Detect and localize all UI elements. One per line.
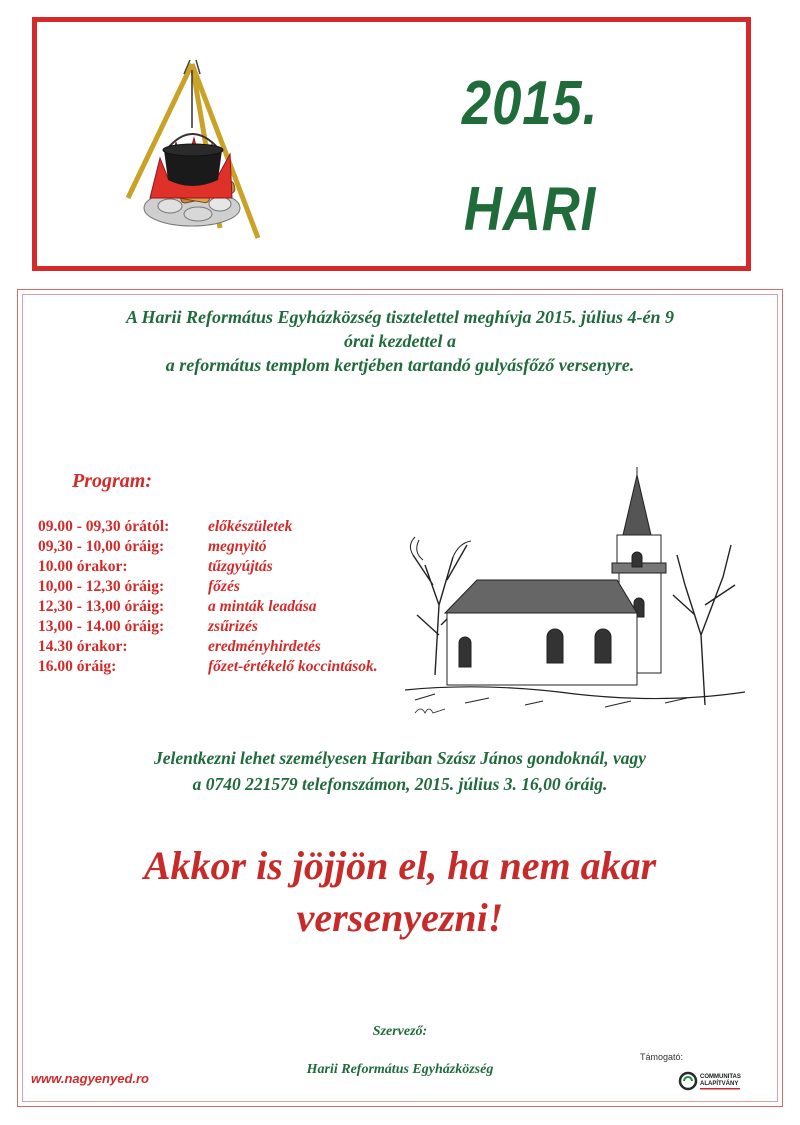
- invitation-text: [40, 305, 760, 377]
- program-time: 09.00 - 09,30 órától:: [38, 518, 170, 535]
- cauldron-icon: [120, 58, 265, 240]
- program-activity: megnyitó: [208, 538, 267, 555]
- cta-line-2: versenyezni!: [296, 895, 504, 940]
- title-place: HARI: [463, 175, 597, 244]
- program-row: [38, 577, 418, 597]
- program-row: [38, 557, 418, 577]
- program-time: 10,00 - 12,30 óráig:: [38, 578, 165, 595]
- sponsor-logo-line-2: ALAPÍTVÁNY: [700, 1081, 739, 1087]
- website-link[interactable]: www.nagyenyed.ro: [31, 1071, 149, 1086]
- contact-text: [40, 745, 760, 797]
- program-time: 14.30 órakor:: [38, 638, 128, 655]
- organizer-label: Szervező:: [372, 1024, 428, 1039]
- program-activity: főzet-értékelő koccintások.: [208, 658, 378, 675]
- page-title: [420, 69, 641, 244]
- contact-line-2: a 0740 221579 telefonszámon, 2015. július 3. 16,00 óráig.: [192, 774, 608, 794]
- communitas-logo-icon: [678, 1068, 758, 1094]
- contact-line-1: Jelentkezni lehet személyesen Hariban Szász János gondoknál, vagy: [154, 748, 646, 768]
- program-list: [38, 517, 418, 677]
- organizer-name: Harii Református Egyházközség: [306, 1062, 494, 1077]
- program-row: [38, 517, 418, 537]
- program-activity: előkészületek: [208, 518, 293, 535]
- program-activity: főzés: [208, 578, 240, 595]
- invitation-line-3: a református templom kertjében tartandó gulyásfőző versenyre.: [165, 355, 635, 375]
- invitation-line-1: A Harii Református Egyházközség tisztelettel meghívja 2015. július 4-én 9: [125, 307, 675, 327]
- program-activity: eredményhirdetés: [208, 638, 321, 655]
- program-time: 16.00 óráig:: [38, 658, 117, 675]
- program-time: 12,30 - 13,00 óráig:: [38, 598, 165, 615]
- program-title: Program:: [72, 470, 152, 492]
- church-sketch-icon: [405, 465, 745, 720]
- program-row: [38, 657, 418, 677]
- title-year: 2015.: [461, 69, 599, 138]
- invitation-line-2: órai kezdettel a: [344, 331, 456, 351]
- sponsor-logo-line-1: COMMUNITAS: [700, 1074, 741, 1080]
- call-to-action: [40, 840, 760, 944]
- program-activity: zsűrizés: [208, 618, 258, 635]
- cta-line-1: Akkor is jöjjön el, ha nem akar: [143, 843, 657, 888]
- program-row: [38, 537, 418, 557]
- program-activity: a minták leadása: [208, 598, 317, 615]
- program-time: 10.00 órakor:: [38, 558, 128, 575]
- program-row: [38, 637, 418, 657]
- sponsor-label: Támogató:: [640, 1052, 684, 1062]
- program-row: [38, 597, 418, 617]
- program-row: [38, 617, 418, 637]
- program-time: 09,30 - 10,00 óráig:: [38, 538, 165, 555]
- program-activity: tűzgyújtás: [208, 558, 273, 575]
- program-time: 13,00 - 14.00 óráig:: [38, 618, 165, 635]
